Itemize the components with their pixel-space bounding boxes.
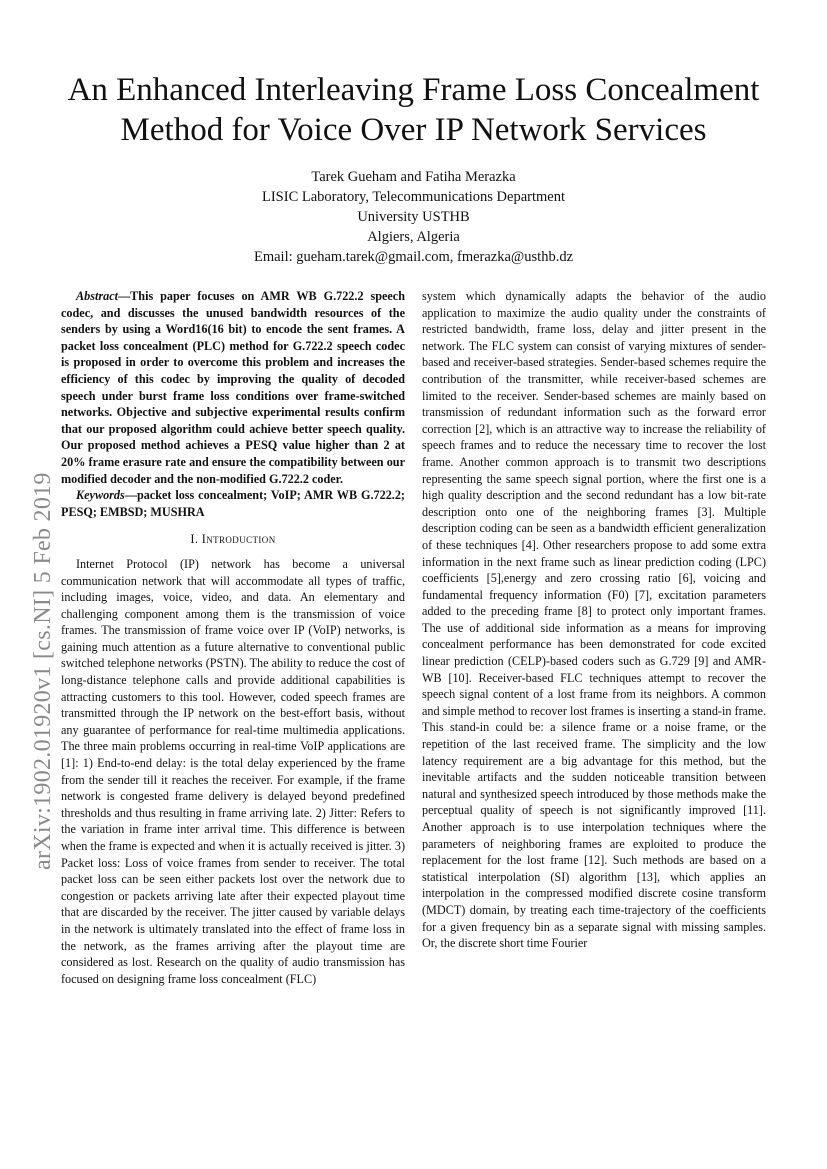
left-column — [61, 288, 405, 987]
intro-paragraph-left: Internet Protocol (IP) network has become a universal communication network that will accommodate all types of traffic, including images, voice, video, and data. An elementary and challenging component among them is the transmission of voice frames. The transmission of frame voice over IP (VoIP) networks, is gaining much attention as a future alternative to conventional public switched telephone networks (PSTN). The ability to reduce the cost of long-distance telephone calls and provide additional capabilities is attracting customers to this tool. However, coded speech frames are transmitted through the IP network on the best-effort basis, without any guarantee of performance for real-time multimedia applications. The three main problems occurring in real-time VoIP applications are [1]: 1) End-to-end delay: is the total delay experienced by the frame from the sender till it reaches the receiver. For example, if the frame network is congested frame delivery is delayed beyond predefined thresholds and thus resulting in frame arriving late. 2) Jitter: Refers to the variation in frame inter arrival time. This difference is between when the frame is expected and when it is actually received is jitter. 3) Packet loss: Loss of voice frames from sender to receiver. The total packet loss can be seen either packets lost over the network due to congestion or packets arriving late after their expected playout time that are discarded by the receiver. The jitter caused by variable delays in the network is ultimately translated into the effect of frame loss in the network, as the frames arriving after the playout time are considered as lost. Research on the quality of audio transmission has focused on designing frame loss concealment (FLC) — [61, 556, 405, 986]
author-names: Tarek Gueham and Fatiha Merazka — [311, 169, 516, 185]
author-email: Email: gueham.tarek@gmail.com, fmerazka@usthb.dz — [253, 249, 573, 265]
section-title: Introduction — [201, 532, 276, 547]
affiliation-city: Algiers, Algeria — [367, 229, 460, 245]
keywords-label: Keywords — [76, 488, 125, 503]
intro-paragraph-right: system which dynamically adapts the behavior of the audio application to maximize the audio quality under the constraints of restricted bandwidth, frame loss, delay and jitter present in the network. The FLC system can consist of varying mixtures of sender-based and receiver-based strategies. Sender-based schemes require the contribution of the transmitter, while receiver-based schemes are limited to the receiver. Sender-based schemes are mainly based on transmission of redundant information such as the forward error correction [2], which is an attractive way to increase the reliability of speech frames and to reduce the necessary time to recover the lost frame. Another common approach is to transmit two descriptions representing the same speech signal portion, where the first one is a high quality description and the second redundant has a low bit-rate description onto one of the neighboring frames [3]. Multiple description coding can be seen as a bandwidth efficient generalization of these techniques [4]. Other researchers propose to add some extra information in the next frame such as linear prediction coding (LPC) coefficients [5],energy and zero crossing ratio [6], voicing and fundamental frequency information (F0) [7], excitation parameters added to the preceding frame [8] to protect only important frames. The use of additional side information as a means for improving concealment performance has been demonstrated for code excited linear prediction (CELP)-based coders such as G.729 [9] and AMR-WB [10]. Receiver-based FLC techniques attempt to recover the speech signal content of a lost frame from its neighbors. A common and simple method to recover lost frames is inserting a stand-in frame. This stand-in could be: a silence frame or a noise frame, or the repetition of the last received frame. The simplicity and the low latency requirement are a big advantage for this method, but the inevitable artifacts and the sudden noticeable transition between natural and synthesized speech introduced by those methods make the perceptual quality of speech is not significantly improved [11]. Another approach is to use interpolation techniques where the parameters of neighboring frames are exploited to produce the replacement for the lost frame [12]. Such methods are based on a statistical interpolation (SI) algorithm [13], which applies an interpolation in the compressed modified discrete cosine transform (MDCT) domain, by treating each time-trajectory of the coefficients for a given frequency bin as a separate signal with missing samples. Or, the discrete short time Fourier — [422, 289, 766, 951]
abstract-text: —This paper focuses on AMR WB G.722.2 speech codec, and discusses the unused bandwidth resources of the senders by using a Word16(16 bit) to encode the sent frames. A packet loss concealment (PLC) method for G.722.2 speech codec is proposed in order to overcome this problem and increases the efficiency of this codec by improving the quality of decoded speech under burst frame loss conditions over frame-switched networks. Objective and subjective experimental results confirm that our proposed algorithm could achieve better speech quality. Our proposed method achieves a PESQ value higher than 2 at 20% frame erasure rate and ensure the compatibility between our modified decoder and the non-modified G.722.2 coder. — [61, 289, 405, 486]
affiliation-lab: LISIC Laboratory, Telecommunications Department — [262, 189, 565, 205]
keywords — [61, 487, 405, 520]
right-column — [422, 288, 766, 952]
section-heading-introduction — [61, 531, 405, 548]
author-block — [0, 167, 827, 267]
arxiv-stamp: arXiv:1902.01920v1 [cs.NI] 5 Feb 2019 — [30, 472, 56, 870]
keywords-text: —packet loss concealment; VoIP; AMR WB G.722.2; PESQ; EMBSD; MUSHRA — [61, 488, 405, 519]
abstract-label: Abstract — [76, 289, 118, 303]
affiliation-university: University USTHB — [357, 209, 470, 225]
section-numeral: I. — [190, 532, 202, 547]
abstract — [61, 288, 405, 487]
paper-title: An Enhanced Interleaving Frame Loss Concealment Method for Voice Over IP Network Services — [67, 72, 760, 148]
